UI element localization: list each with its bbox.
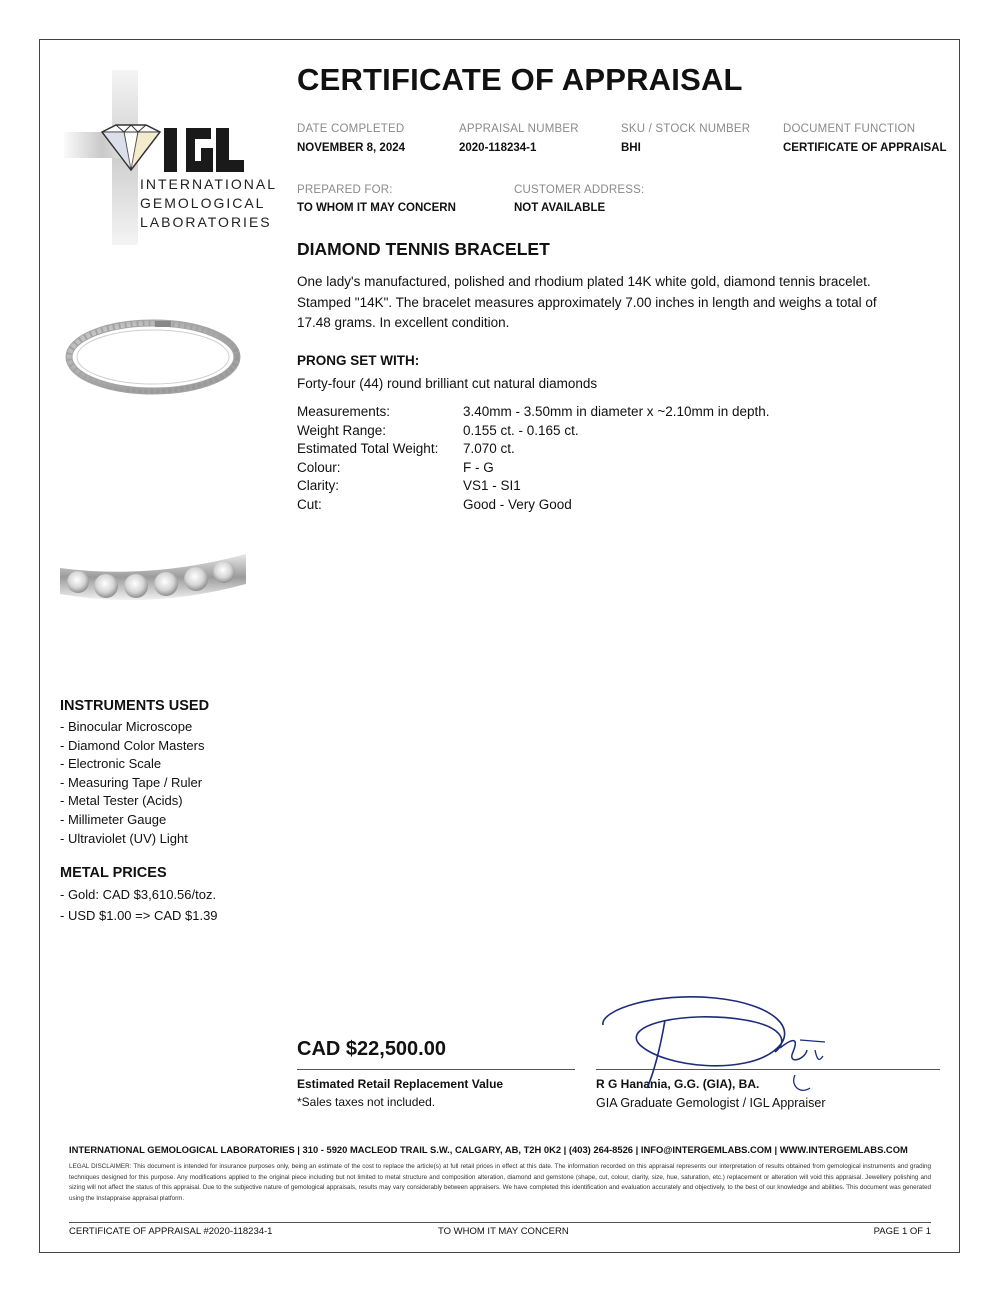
item-title: DIAMOND TENNIS BRACELET xyxy=(297,239,550,259)
document-function-label: DOCUMENT FUNCTION xyxy=(783,123,916,135)
spec-row: Measurements: 3.40mm - 3.50mm in diameter x ~2.10mm in depth. xyxy=(297,404,770,419)
appraiser-title: GIA Graduate Gemologist / IGL Appraiser xyxy=(596,1096,826,1110)
footer-divider xyxy=(69,1222,931,1223)
metal-price-item: - USD $1.00 => CAD $1.39 xyxy=(60,908,218,923)
instrument-item: - Electronic Scale xyxy=(60,756,162,771)
page-title: CERTIFICATE OF APPRAISAL xyxy=(297,62,743,97)
appraiser-name: R G Hanania, G.G. (GIA), BA. xyxy=(596,1077,760,1091)
spec-row: Colour: F - G xyxy=(297,460,494,475)
tax-note: *Sales taxes not included. xyxy=(297,1095,436,1109)
footer-page-number: PAGE 1 OF 1 xyxy=(873,1226,931,1237)
item-description: One lady's manufactured, polished and rhodium plated 14K white gold, diamond tennis bracelet. Stamped "14K". The bracelet measures approximately 7.00 inches in length and weighs a total of 17.48 grams. In excellent condition. xyxy=(297,274,877,330)
date-value: NOVEMBER 8, 2024 xyxy=(297,142,406,154)
instrument-item: - Diamond Color Masters xyxy=(60,738,205,753)
sku-label: SKU / STOCK NUMBER xyxy=(621,123,751,135)
spec-row: Cut: Good - Very Good xyxy=(297,497,572,512)
instruments-heading: INSTRUMENTS USED xyxy=(60,698,210,714)
instrument-item: - Binocular Microscope xyxy=(60,719,193,734)
company-contact-line: INTERNATIONAL GEMOLOGICAL LABORATORIES | 310 - 5920 MACLEOD TRAIL S.W., CALGARY, AB, T2H 0K2 | (403) 264-8526 | INFO@INTERGEMLABS.COM | WWW.INTERGEMLABS.COM xyxy=(69,1144,908,1155)
appraiser-signature xyxy=(595,990,835,1100)
appraisal-number-label: APPRAISAL NUMBER xyxy=(459,123,579,135)
replacement-value: CAD $22,500.00 xyxy=(297,1038,446,1060)
prepared-for-value: TO WHOM IT MAY CONCERN xyxy=(297,202,456,214)
bracelet-photo xyxy=(60,315,246,400)
instrument-item: - Ultraviolet (UV) Light xyxy=(60,831,188,846)
logo-text: INTERNATIONAL GEMOLOGICAL LABORATORIES xyxy=(140,176,277,230)
date-label: DATE COMPLETED xyxy=(297,123,405,135)
value-divider xyxy=(297,1069,575,1070)
legal-disclaimer: LEGAL DISCLAIMER: This document is intended for insurance purposes only, being an estimate of the cost to replace the article(s) at full retail prices in effect at this date. The information recorded on this appraisal represents our interpretation of results obtained from gemological instruments and grading techniques designed for this purpose. Any modifications applied to the original piece including but not limited to metal structure and composition alteration, diamond and gemstone (shape, cut, colour, clarity, size, hue, saturation, etc.) replacement or alteration will void this appraisal. Jewellery polishing and sizing will not affect the status of this appraisal. Due to the subjective nature of gemological appraisals, results may vary considerably between appraisers. We have completed this identification and evaluation accurately and objectively, to the best of our knowledge and abilities. This document was generated using the Instappraise appraisal platform. xyxy=(69,1163,931,1202)
prong-heading: PRONG SET WITH: xyxy=(297,353,420,368)
customer-address-value: NOT AVAILABLE xyxy=(514,202,606,214)
document-function-value: CERTIFICATE OF APPRAISAL xyxy=(783,142,947,154)
metal-prices-heading: METAL PRICES xyxy=(60,865,167,881)
spec-row: Estimated Total Weight: 7.070 ct. xyxy=(297,441,515,456)
spec-row: Clarity: VS1 - SI1 xyxy=(297,478,521,493)
spec-row: Weight Range: 0.155 ct. - 0.165 ct. xyxy=(297,423,579,438)
instrument-item: - Millimeter Gauge xyxy=(60,812,167,827)
footer-recipient: TO WHOM IT MAY CONCERN xyxy=(438,1226,569,1237)
instrument-item: - Metal Tester (Acids) xyxy=(60,793,183,808)
instrument-item: - Measuring Tape / Ruler xyxy=(60,775,203,790)
sku-value: BHI xyxy=(621,142,641,154)
replacement-value-label: Estimated Retail Replacement Value xyxy=(297,1077,504,1091)
prong-description: Forty-four (44) round brilliant cut natural diamonds xyxy=(297,376,598,391)
metal-price-item: - Gold: CAD $3,610.56/toz. xyxy=(60,887,217,902)
customer-address-label: CUSTOMER ADDRESS: xyxy=(514,184,645,196)
appraisal-number-value: 2020-118234-1 xyxy=(459,142,537,154)
bracelet-closeup-photo xyxy=(60,548,246,608)
prepared-for-label: PREPARED FOR: xyxy=(297,184,393,196)
footer-certificate-number: CERTIFICATE OF APPRAISAL #2020-118234-1 xyxy=(69,1226,273,1237)
